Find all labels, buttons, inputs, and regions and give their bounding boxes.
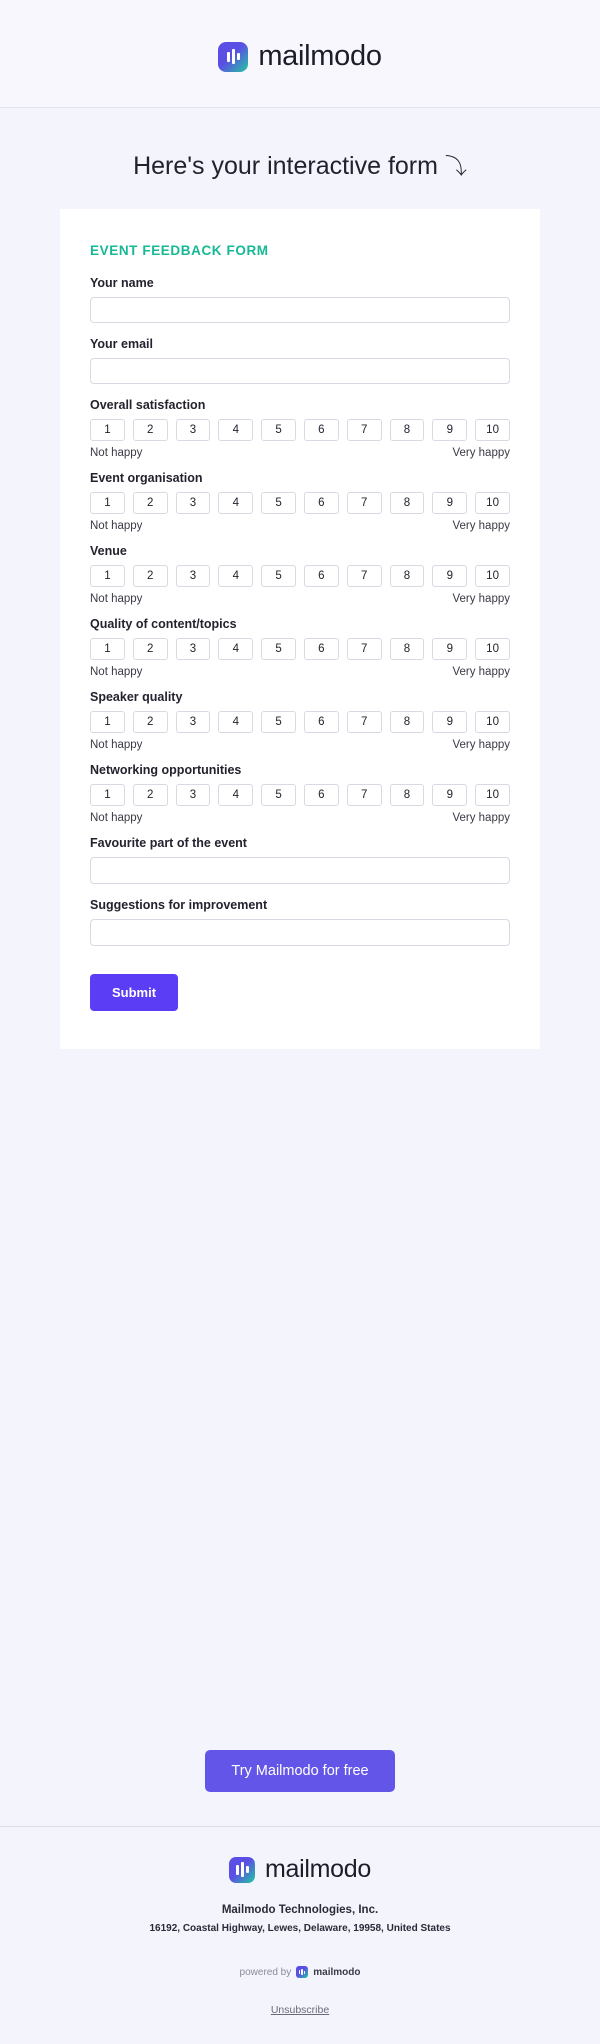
rating-option-3[interactable]: 3	[176, 419, 211, 441]
rating-option-8[interactable]: 8	[390, 711, 425, 733]
rating-label: Event organisation	[90, 471, 203, 485]
headline-text: Here's your interactive form	[133, 152, 438, 180]
rating-option-7[interactable]: 7	[347, 565, 382, 587]
rating-block-networking-opportunities	[90, 763, 510, 824]
scale-high-label: Very happy	[452, 447, 510, 459]
name-label: Your name	[90, 276, 154, 290]
mailmodo-bars-icon	[296, 1966, 308, 1978]
rating-option-2[interactable]: 2	[133, 638, 168, 660]
feedback-form-card	[60, 209, 540, 1049]
rating-option-2[interactable]: 2	[133, 565, 168, 587]
footer-address: 16192, Coastal Highway, Lewes, Delaware, 19958, United States	[149, 1923, 451, 1934]
rating-option-3[interactable]: 3	[176, 565, 211, 587]
rating-option-10[interactable]: 10	[475, 638, 510, 660]
rating-option-4[interactable]: 4	[218, 711, 253, 733]
email-label: Your email	[90, 337, 153, 351]
rating-option-1[interactable]: 1	[90, 565, 125, 587]
suggestions-input[interactable]	[90, 919, 510, 946]
brand-name: mailmodo	[258, 40, 382, 72]
submit-button[interactable]: Submit	[90, 974, 178, 1011]
rating-option-5[interactable]: 5	[261, 638, 296, 660]
rating-option-9[interactable]: 9	[432, 711, 467, 733]
rating-option-6[interactable]: 6	[304, 784, 339, 806]
rating-block-overall-satisfaction	[90, 398, 510, 459]
favourite-part-label: Favourite part of the event	[90, 836, 247, 850]
scale-legend	[90, 666, 510, 678]
rating-scale	[90, 784, 510, 806]
rating-option-1[interactable]: 1	[90, 638, 125, 660]
rating-scale	[90, 711, 510, 733]
rating-option-10[interactable]: 10	[475, 492, 510, 514]
scale-high-label: Very happy	[452, 812, 510, 824]
scale-low-label: Not happy	[90, 666, 143, 678]
scale-high-label: Very happy	[452, 593, 510, 605]
rating-option-9[interactable]: 9	[432, 419, 467, 441]
rating-label: Overall satisfaction	[90, 398, 206, 412]
rating-option-1[interactable]: 1	[90, 419, 125, 441]
rating-option-7[interactable]: 7	[347, 711, 382, 733]
rating-option-8[interactable]: 8	[390, 638, 425, 660]
rating-option-7[interactable]: 7	[347, 638, 382, 660]
brand-header	[0, 0, 600, 108]
rating-option-8[interactable]: 8	[390, 784, 425, 806]
rating-option-3[interactable]: 3	[176, 784, 211, 806]
rating-block-speaker-quality	[90, 690, 510, 751]
rating-option-6[interactable]: 6	[304, 565, 339, 587]
rating-option-10[interactable]: 10	[475, 419, 510, 441]
arrow-down-icon: ⤵	[444, 154, 467, 179]
suggestions-label: Suggestions for improvement	[90, 898, 268, 912]
rating-option-4[interactable]: 4	[218, 419, 253, 441]
rating-option-6[interactable]: 6	[304, 419, 339, 441]
scale-low-label: Not happy	[90, 520, 143, 532]
footer-company: Mailmodo Technologies, Inc.	[221, 1904, 379, 1916]
rating-option-6[interactable]: 6	[304, 492, 339, 514]
rating-option-3[interactable]: 3	[176, 492, 211, 514]
scale-high-label: Very happy	[452, 666, 510, 678]
rating-option-7[interactable]: 7	[347, 784, 382, 806]
scale-high-label: Very happy	[452, 520, 510, 532]
powered-by-brand: mailmodo	[313, 1966, 361, 1978]
footer-brand-lockup	[20, 1855, 580, 1884]
scale-legend	[90, 447, 510, 459]
mailmodo-bars-icon	[218, 42, 248, 72]
rating-scale	[90, 419, 510, 441]
rating-label: Speaker quality	[90, 690, 183, 704]
rating-option-5[interactable]: 5	[261, 711, 296, 733]
powered-by-label: powered by	[239, 1966, 292, 1978]
scale-low-label: Not happy	[90, 593, 143, 605]
rating-option-9[interactable]: 9	[432, 565, 467, 587]
scale-low-label: Not happy	[90, 812, 143, 824]
unsubscribe-link[interactable]: Unsubscribe	[270, 2004, 330, 2016]
page-title	[0, 108, 600, 209]
rating-label: Quality of content/topics	[90, 617, 237, 631]
footer-brand-name: mailmodo	[265, 1855, 371, 1883]
rating-option-2[interactable]: 2	[133, 784, 168, 806]
rating-scale	[90, 492, 510, 514]
name-input[interactable]	[90, 297, 510, 323]
rating-option-8[interactable]: 8	[390, 565, 425, 587]
rating-option-3[interactable]: 3	[176, 711, 211, 733]
scale-low-label: Not happy	[90, 447, 143, 459]
powered-by	[20, 1966, 580, 1978]
scale-legend	[90, 739, 510, 751]
try-mailmodo-button[interactable]: Try Mailmodo for free	[205, 1750, 394, 1792]
scale-legend	[90, 593, 510, 605]
rating-option-9[interactable]: 9	[432, 638, 467, 660]
rating-block-event-organisation	[90, 471, 510, 532]
rating-option-7[interactable]: 7	[347, 419, 382, 441]
rating-option-9[interactable]: 9	[432, 492, 467, 514]
rating-option-5[interactable]: 5	[261, 784, 296, 806]
scale-legend	[90, 812, 510, 824]
form-title: EVENT FEEDBACK FORM	[90, 243, 269, 258]
rating-option-2[interactable]: 2	[133, 492, 168, 514]
rating-option-4[interactable]: 4	[218, 784, 253, 806]
rating-option-5[interactable]: 5	[261, 492, 296, 514]
rating-label: Venue	[90, 544, 127, 558]
rating-option-2[interactable]: 2	[133, 711, 168, 733]
scale-legend	[90, 520, 510, 532]
mailmodo-bars-icon	[229, 1857, 255, 1883]
rating-option-6[interactable]: 6	[304, 638, 339, 660]
rating-block-quality-of-content	[90, 617, 510, 678]
rating-option-8[interactable]: 8	[390, 419, 425, 441]
email-input[interactable]	[90, 358, 510, 384]
rating-option-1[interactable]: 1	[90, 784, 125, 806]
rating-scale	[90, 565, 510, 587]
footer	[0, 1826, 600, 2044]
rating-option-10[interactable]: 10	[475, 711, 510, 733]
rating-option-5[interactable]: 5	[261, 565, 296, 587]
brand-lockup	[218, 40, 381, 73]
scale-high-label: Very happy	[452, 739, 510, 751]
cta-section	[0, 1690, 600, 1792]
rating-scale	[90, 638, 510, 660]
rating-label: Networking opportunities	[90, 763, 242, 777]
rating-option-10[interactable]: 10	[475, 784, 510, 806]
rating-option-1[interactable]: 1	[90, 711, 125, 733]
rating-option-1[interactable]: 1	[90, 492, 125, 514]
rating-option-7[interactable]: 7	[347, 492, 382, 514]
rating-option-10[interactable]: 10	[475, 565, 510, 587]
rating-block-venue	[90, 544, 510, 605]
rating-option-6[interactable]: 6	[304, 711, 339, 733]
rating-option-4[interactable]: 4	[218, 638, 253, 660]
rating-option-4[interactable]: 4	[218, 565, 253, 587]
rating-option-8[interactable]: 8	[390, 492, 425, 514]
rating-option-2[interactable]: 2	[133, 419, 168, 441]
rating-option-9[interactable]: 9	[432, 784, 467, 806]
favourite-part-input[interactable]	[90, 857, 510, 884]
rating-option-3[interactable]: 3	[176, 638, 211, 660]
rating-option-4[interactable]: 4	[218, 492, 253, 514]
rating-option-5[interactable]: 5	[261, 419, 296, 441]
scale-low-label: Not happy	[90, 739, 143, 751]
